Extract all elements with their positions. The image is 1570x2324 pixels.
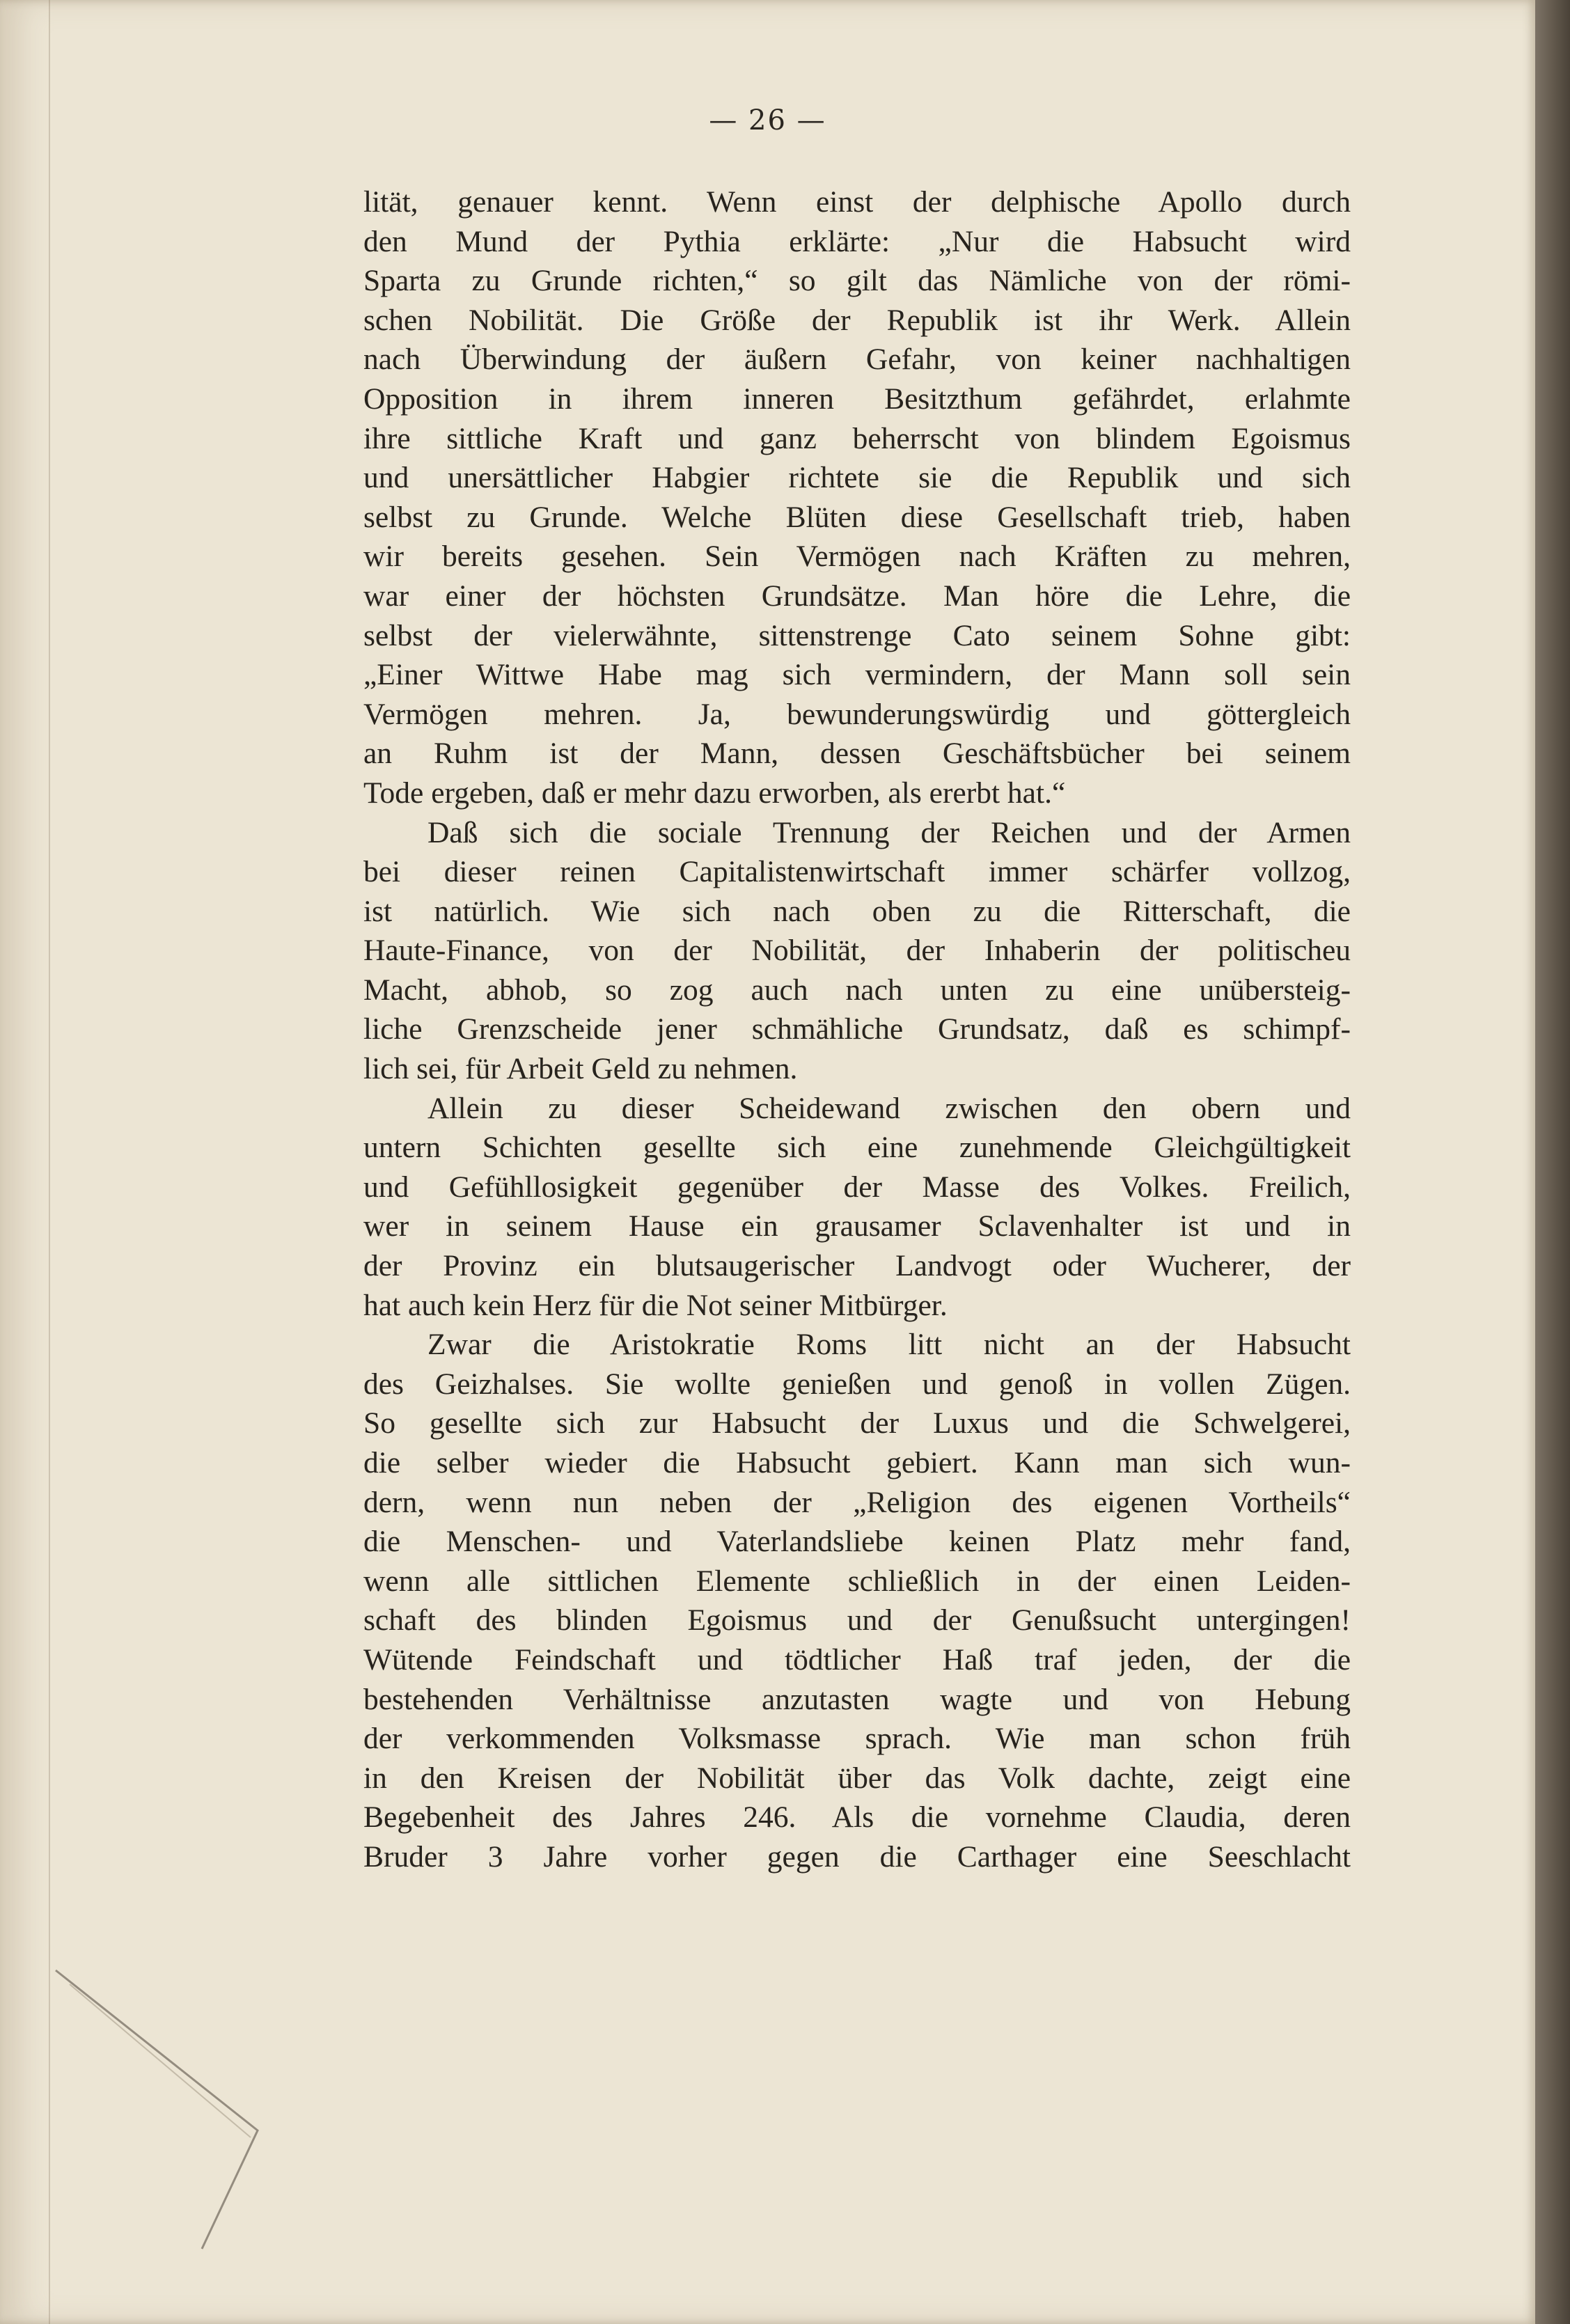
page-fold-mark xyxy=(42,1963,292,2256)
text-line: Zwar die Aristokratie Roms litt nicht an der Habsucht xyxy=(427,1328,1351,1362)
page-edge xyxy=(1535,0,1570,2324)
text-line: Opposition in ihrem inneren Besitzthum gefährdet, erlahmte xyxy=(363,382,1351,416)
text-line: Bruder 3 Jahre vorher gegen die Carthager eine Seeschlacht xyxy=(363,1839,1351,1874)
text-line: der verkommenden Volksmasse sprach. Wie man schon früh xyxy=(363,1722,1351,1756)
text-line: lich sei, für Arbeit Geld zu nehmen. xyxy=(363,1052,798,1086)
text-line: Macht, abhob, so zog auch nach unten zu eine unübersteig- xyxy=(363,973,1351,1007)
text-line: schaft des blinden Egoismus und der Genußsucht untergingen! xyxy=(363,1603,1351,1638)
text-line: Daß sich die sociale Trennung der Reichen und der Armen xyxy=(427,815,1351,849)
text-line: Tode ergeben, daß er mehr dazu erworben, als ererbt hat.“ xyxy=(363,776,1066,810)
text-line: wir bereits gesehen. Sein Vermögen nach Kräften zu mehren, xyxy=(363,540,1351,574)
text-line: liche Grenzscheide jener schmähliche Grundsatz, daß es schimpf- xyxy=(363,1012,1351,1046)
text-line: den Mund der Pythia erklärte: „Nur die Habsucht wird xyxy=(363,224,1351,258)
text-line: ist natürlich. Wie sich nach oben zu die Ritterschaft, die xyxy=(363,894,1351,928)
text-line: nach Überwindung der äußern Gefahr, von keiner nachhaltigen xyxy=(363,343,1351,377)
text-line: und Gefühllosigkeit gegenüber der Masse des Volkes. Freilich, xyxy=(363,1170,1351,1204)
text-line: Haute-Finance, von der Nobilität, der Inhaberin der politischeu xyxy=(363,934,1351,968)
text-line: Wütende Feindschaft und tödtlicher Haß traf jeden, der die xyxy=(363,1642,1351,1677)
text-line: selbst der vielerwähnte, sittenstrenge Cato seinem Sohne gibt: xyxy=(363,618,1351,652)
text-line: Allein zu dieser Scheidewand zwischen den obern und xyxy=(427,1091,1351,1125)
text-line: So gesellte sich zur Habsucht der Luxus und die Schwelgerei, xyxy=(363,1406,1351,1440)
text-line: die Menschen- und Vaterlandsliebe keinen Platz mehr fand, xyxy=(363,1525,1351,1559)
text-line: Sparta zu Grunde richten,“ so gilt das Nämliche von der römi- xyxy=(363,264,1351,298)
text-line: an Ruhm ist der Mann, dessen Geschäftsbücher bei seinem xyxy=(363,737,1351,771)
text-line: ihre sittliche Kraft und ganz beherrscht von blindem Egoismus xyxy=(363,421,1351,455)
text-line: dern, wenn nun neben der „Religion des eigenen Vortheils“ xyxy=(363,1485,1351,1519)
text-line: untern Schichten gesellte sich eine zunehmende Gleichgültigkeit xyxy=(363,1131,1351,1165)
text-line: die selber wieder die Habsucht gebiert. Kann man sich wun- xyxy=(363,1446,1351,1479)
text-line: bestehenden Verhältnisse anzutasten wagte und von Hebung xyxy=(363,1682,1351,1716)
text-line: „Einer Wittwe Habe mag sich vermindern, der Mann soll sein xyxy=(363,658,1351,692)
text-line: Begebenheit des Jahres 246. Als die vornehme Claudia, deren xyxy=(363,1800,1351,1835)
text-line: lität, genauer kennt. Wenn einst der delphische Apollo durch xyxy=(363,185,1351,219)
text-line: hat auch kein Herz für die Not seiner Mitbürger. xyxy=(363,1288,948,1322)
text-line: und unersättlicher Habgier richtete sie die Republik und sich xyxy=(363,461,1351,495)
text-line: Vermögen mehren. Ja, bewunderungswürdig und göttergleich xyxy=(363,697,1351,731)
text-line: wenn alle sittlichen Elemente schließlich in der einen Leiden- xyxy=(363,1564,1351,1598)
text-line: bei dieser reinen Capitalistenwirtschaft immer schärfer vollzog, xyxy=(363,855,1351,889)
text-line: wer in seinem Hause ein grausamer Sclavenhalter ist und in xyxy=(363,1209,1351,1243)
page-number: — 26 — xyxy=(709,104,826,136)
text-line: war einer der höchsten Grundsätze. Man höre die Lehre, die xyxy=(363,579,1351,613)
text-line: der Provinz ein blutsaugerischer Landvogt oder Wucherer, der xyxy=(363,1249,1351,1283)
body-text xyxy=(363,182,1351,1877)
text-line: schen Nobilität. Die Größe der Republik ist ihr Werk. Allein xyxy=(363,303,1351,337)
text-line: selbst zu Grunde. Welche Blüten diese Gesellschaft trieb, haben xyxy=(363,500,1351,534)
text-line: des Geizhalses. Sie wollte genießen und genoß in vollen Zügen. xyxy=(363,1367,1351,1401)
text-line: in den Kreisen der Nobilität über das Volk dachte, zeigt eine xyxy=(363,1761,1351,1795)
